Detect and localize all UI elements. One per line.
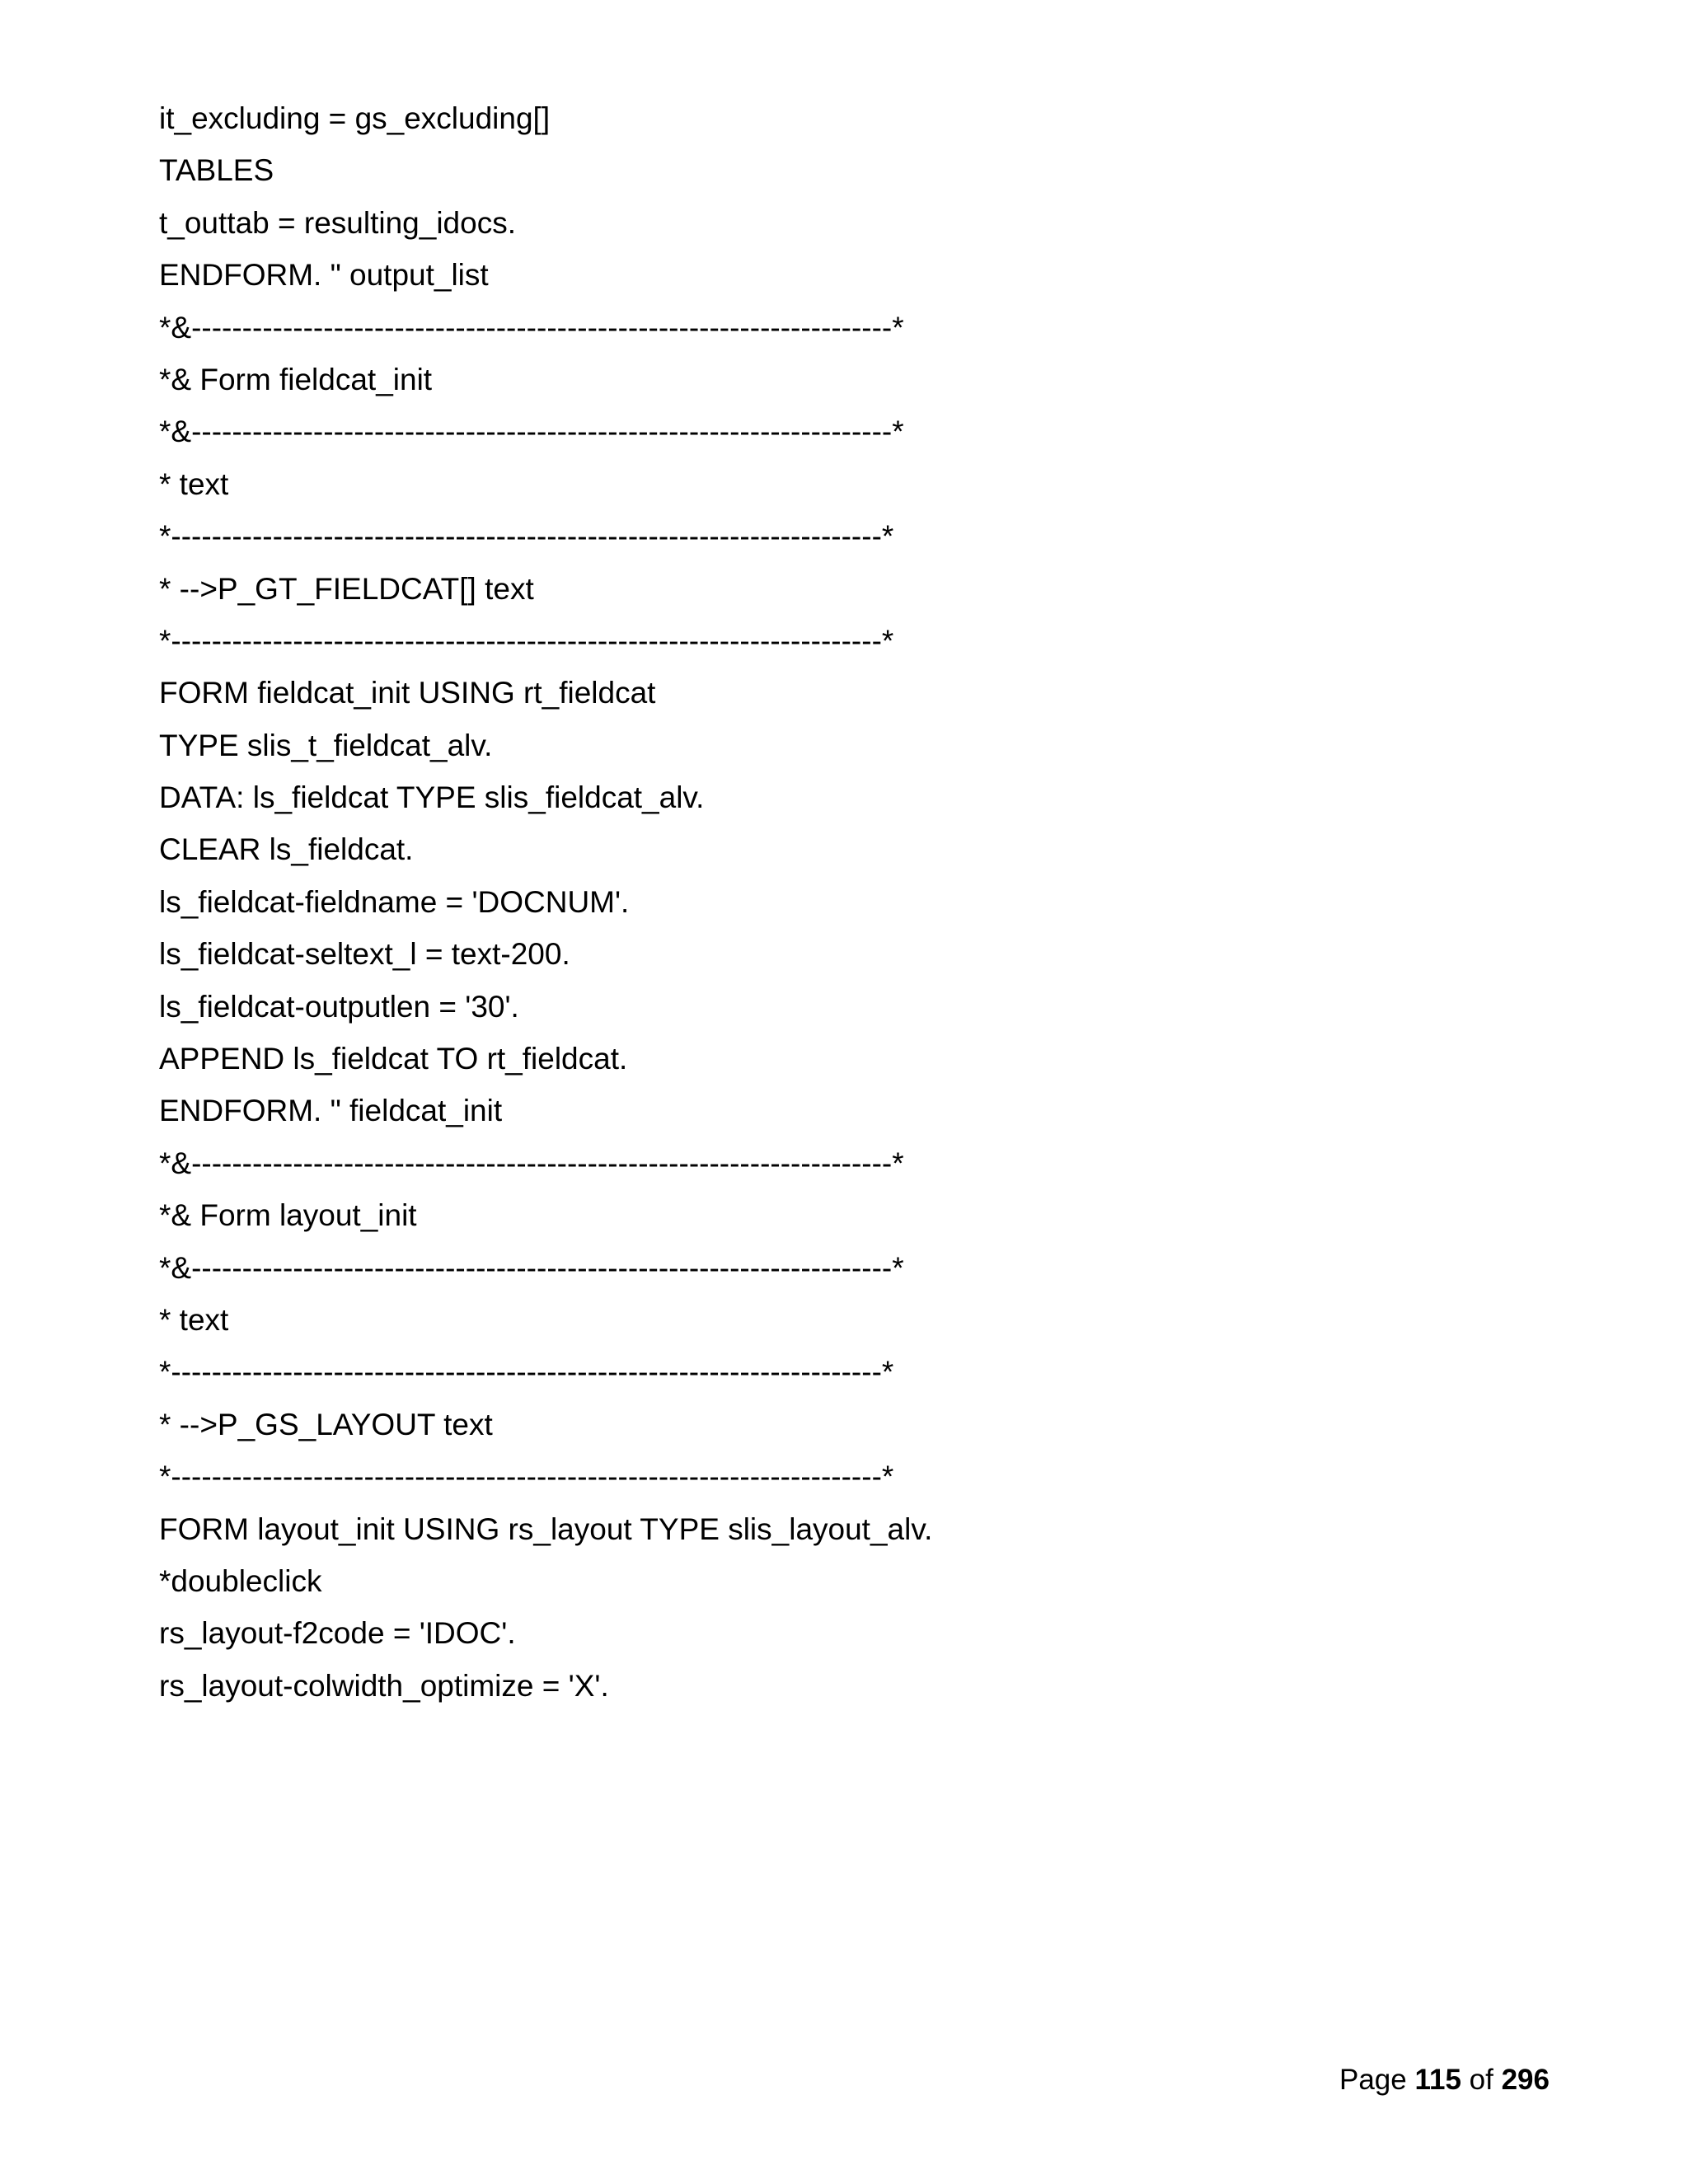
code-line: ENDFORM. " fieldcat_init [159, 1094, 503, 1128]
page-footer [1339, 2062, 1550, 2098]
comment-line: * -->P_GT_FIELDCAT[] text [159, 571, 534, 606]
code-line: TYPE slis_t_fieldcat_alv. [159, 728, 493, 762]
page-label: Page [1339, 2064, 1407, 2096]
code-line: t_outtab = resulting_idocs. [159, 205, 516, 240]
code-listing [159, 92, 1560, 1712]
code-line: CLEAR ls_fieldcat. [159, 832, 414, 867]
code-line: FORM layout_init USING rs_layout TYPE slis_layout_alv. [159, 1511, 933, 1546]
code-line: ENDFORM. " output_list [159, 258, 489, 293]
code-line: rs_layout-f2code = 'IDOC'. [159, 1616, 516, 1651]
code-line: FORM fieldcat_init USING rt_fieldcat [159, 676, 656, 710]
code-line: APPEND ls_fieldcat TO rt_fieldcat. [159, 1042, 628, 1076]
code-line: DATA: ls_fieldcat TYPE slis_fieldcat_alv. [159, 780, 705, 815]
of-label: of [1469, 2064, 1493, 2096]
comment-line: * -->P_GS_LAYOUT text [159, 1407, 493, 1441]
comment-line: *& Form layout_init [159, 1198, 417, 1233]
comment-line: * text [159, 466, 229, 501]
comment-separator-line: *----------------------------------------------------------------------* [159, 1460, 894, 1494]
comment-line: *doubleclick [159, 1563, 322, 1598]
comment-separator-line: *&---------------------------------------------------------------------* [159, 310, 904, 344]
code-line: TABLES [159, 153, 274, 188]
comment-separator-line: *----------------------------------------------------------------------* [159, 1355, 894, 1390]
comment-separator-line: *----------------------------------------------------------------------* [159, 623, 894, 658]
code-line: rs_layout-colwidth_optimize = 'X'. [159, 1668, 609, 1703]
current-page-number: 115 [1414, 2064, 1461, 2096]
comment-separator-line: *&---------------------------------------------------------------------* [159, 1146, 904, 1180]
comment-separator-line: *&---------------------------------------------------------------------* [159, 1250, 904, 1285]
code-line: ls_fieldcat-fieldname = 'DOCNUM'. [159, 884, 630, 919]
total-pages-number: 296 [1501, 2064, 1550, 2096]
code-line: it_excluding = gs_excluding[] [159, 101, 551, 135]
code-line: ls_fieldcat-seltext_l = text-200. [159, 937, 570, 972]
comment-separator-line: *----------------------------------------------------------------------* [159, 519, 894, 554]
comment-line: * text [159, 1302, 229, 1337]
comment-line: *& Form fieldcat_init [159, 362, 433, 396]
code-line: ls_fieldcat-outputlen = '30'. [159, 989, 519, 1024]
comment-separator-line: *&---------------------------------------------------------------------* [159, 415, 904, 449]
